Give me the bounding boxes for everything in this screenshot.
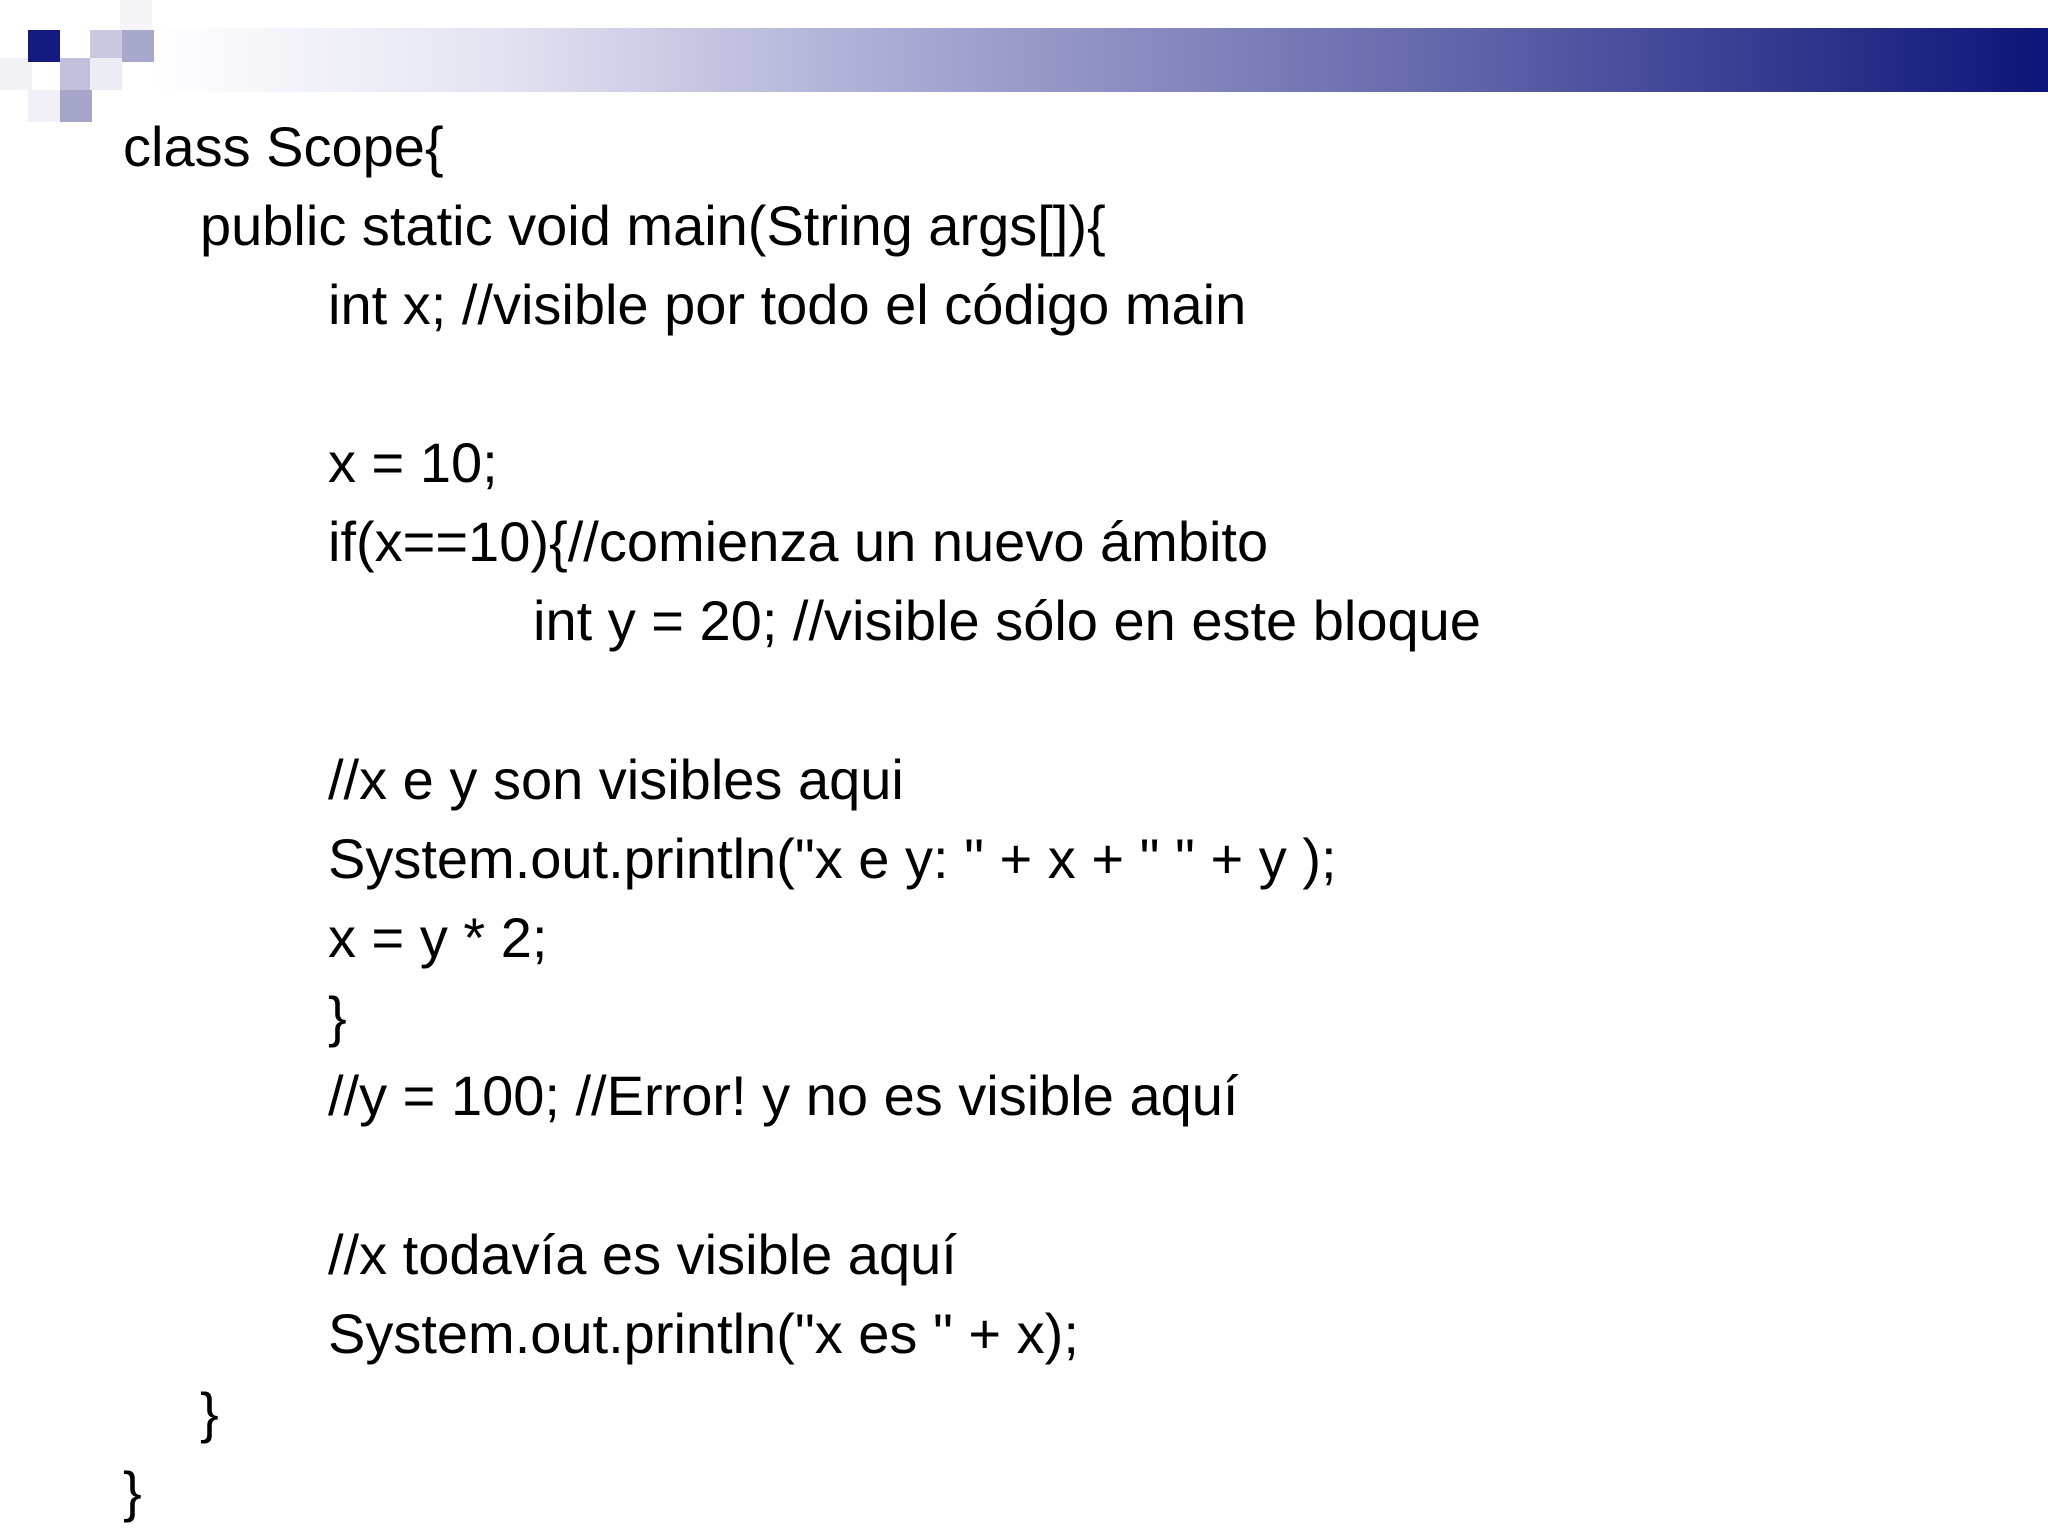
code-line: //x todavía es visible aquí xyxy=(328,1223,957,1286)
code-line: System.out.println("x es " + x); xyxy=(328,1302,1079,1365)
code-line: } xyxy=(200,1381,219,1444)
code-line: if(x==10){//comienza un nuevo ámbito xyxy=(328,510,1269,573)
code-line: int x; //visible por todo el código main xyxy=(328,273,1247,336)
code-line: x = 10; xyxy=(328,431,498,494)
code-line: } xyxy=(123,1460,142,1523)
code-line: System.out.println("x e y: " + x + " " + y ); xyxy=(328,827,1337,890)
code-line: public static void main(String args[]){ xyxy=(200,194,1106,257)
code-line: //y = 100; //Error! y no es visible aquí xyxy=(328,1064,1239,1127)
code-line: } xyxy=(328,985,347,1048)
code-line: int y = 20; //visible sólo en este bloque xyxy=(533,589,1481,652)
code-line: class Scope{ xyxy=(123,115,444,178)
code-line: x = y * 2; xyxy=(328,906,548,969)
code-line: //x e y son visibles aqui xyxy=(328,748,904,811)
